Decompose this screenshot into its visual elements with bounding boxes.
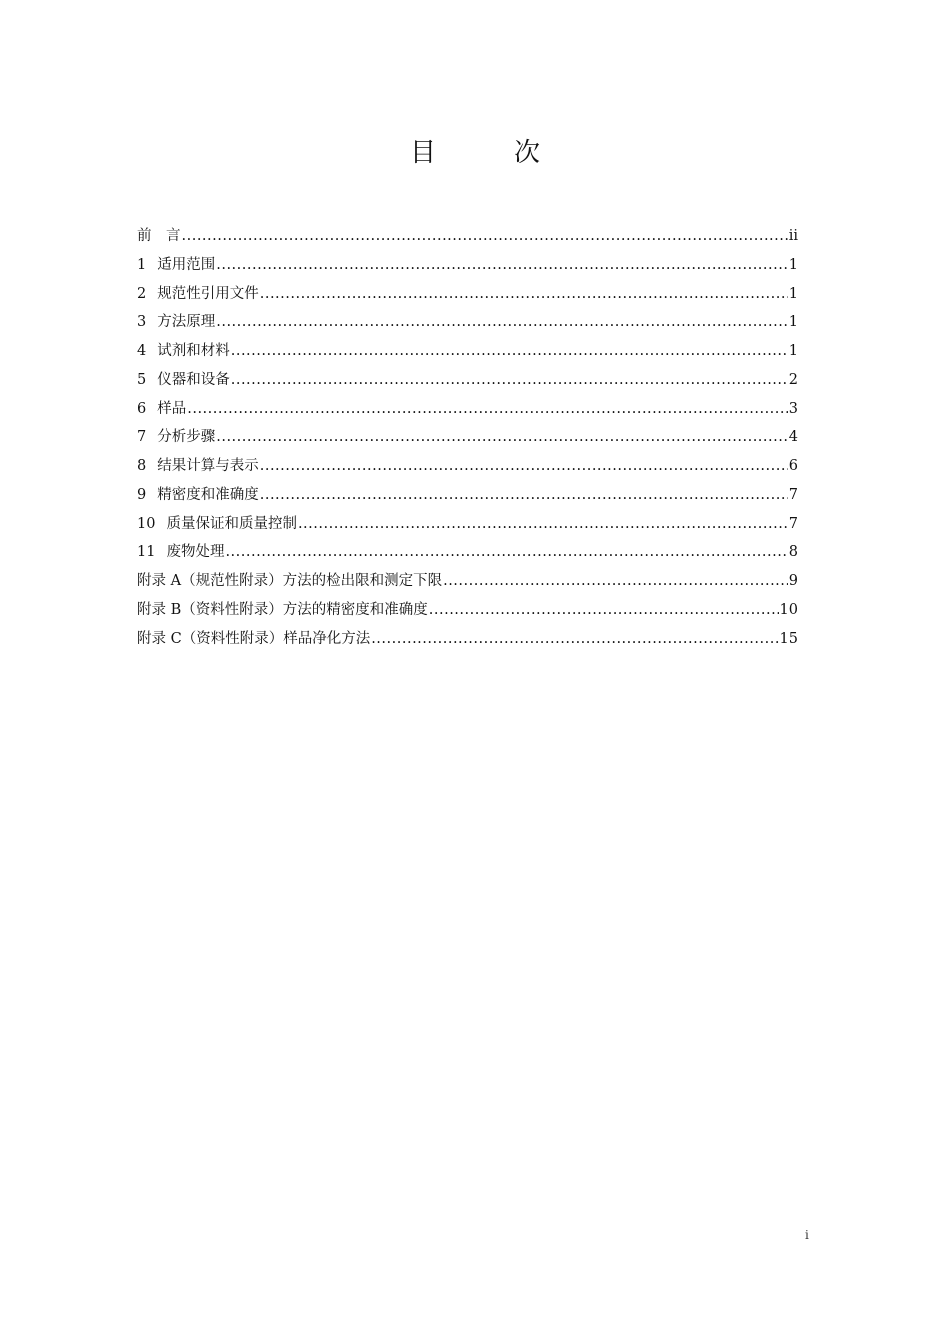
toc-leader-dots <box>260 452 788 481</box>
toc-entry-1[interactable] <box>137 251 798 280</box>
toc-entry-page: 10 <box>779 601 798 618</box>
toc-entry-label: 废物处理 <box>166 544 225 561</box>
toc-leader-dots <box>231 337 788 366</box>
toc-leader-dots <box>216 423 788 452</box>
toc-entry-2[interactable] <box>137 280 798 309</box>
toc-entry-page: 9 <box>788 573 798 589</box>
toc-entry-label: 前 言 <box>137 228 181 244</box>
toc-entry-4[interactable] <box>137 337 798 366</box>
toc-entry-6[interactable] <box>137 395 798 424</box>
toc-entry-page: 6 <box>788 458 798 474</box>
toc-entry-page: 7 <box>788 515 798 532</box>
toc-entry-page: 7 <box>788 486 798 503</box>
toc-entry-page: 1 <box>788 256 798 273</box>
page-number: i <box>805 1228 809 1242</box>
toc-leader-dots <box>231 366 788 395</box>
page-title: 目 次 <box>409 138 566 168</box>
toc-entry-3[interactable] <box>137 308 798 337</box>
toc-leader-dots <box>182 222 788 251</box>
toc-entry-label: 仪器和设备 <box>157 371 230 388</box>
toc-entry-label: 试剂和材料 <box>157 343 230 359</box>
toc-entry-foreword[interactable] <box>137 222 798 251</box>
toc-entry-label: 适用范围 <box>157 256 216 273</box>
toc-entry-label: 附录 A（规范性附录）方法的检出限和测定下限 <box>137 573 443 589</box>
toc-leader-dots <box>298 510 788 539</box>
toc-entry-page: 1 <box>788 314 798 331</box>
toc-leader-dots <box>187 395 788 424</box>
toc-entry-page: 3 <box>788 400 798 417</box>
toc-entry-label: 分析步骤 <box>157 429 216 446</box>
toc-entry-page: 15 <box>779 630 798 647</box>
toc-entry-page: ii <box>788 228 798 244</box>
toc-entry-label: 附录 C（资料性附录）样品净化方法 <box>137 630 371 647</box>
toc-entry-appendix-a[interactable] <box>137 567 798 596</box>
toc-entry-number: 8 <box>137 458 147 474</box>
toc-leader-dots <box>225 538 787 567</box>
toc-leader-dots <box>443 567 788 596</box>
toc-entry-label: 方法原理 <box>157 314 216 331</box>
toc-entry-9[interactable] <box>137 481 798 510</box>
toc-entry-number: 7 <box>137 429 147 446</box>
toc-entry-number: 1 <box>137 256 147 273</box>
toc-entry-page: 1 <box>788 343 798 359</box>
toc-leader-dots <box>216 308 788 337</box>
toc-entry-label: 质量保证和质量控制 <box>166 515 297 532</box>
table-of-contents <box>137 222 798 653</box>
toc-leader-dots <box>429 596 779 625</box>
toc-entry-page: 1 <box>788 285 798 302</box>
toc-entry-5[interactable] <box>137 366 798 395</box>
toc-entry-page: 8 <box>788 544 798 561</box>
toc-entry-7[interactable] <box>137 423 798 452</box>
toc-entry-page: 2 <box>788 371 798 388</box>
toc-entry-label: 结果计算与表示 <box>157 458 259 474</box>
toc-entry-number: 9 <box>137 486 147 503</box>
toc-entry-number: 3 <box>137 314 147 331</box>
toc-entry-number: 4 <box>137 343 147 359</box>
toc-entry-10[interactable] <box>137 510 798 539</box>
toc-entry-11[interactable] <box>137 538 798 567</box>
toc-entry-number: 10 <box>137 515 156 532</box>
toc-entry-number: 6 <box>137 400 147 417</box>
toc-entry-number: 11 <box>137 544 156 561</box>
toc-entry-label: 样品 <box>157 400 187 417</box>
toc-entry-number: 2 <box>137 285 147 302</box>
toc-leader-dots <box>216 251 788 280</box>
toc-leader-dots <box>260 280 788 309</box>
toc-entry-appendix-b[interactable] <box>137 596 798 625</box>
toc-entry-label: 附录 B（资料性附录）方法的精密度和准确度 <box>137 601 428 618</box>
toc-leader-dots <box>371 625 778 654</box>
toc-entry-appendix-c[interactable] <box>137 625 798 654</box>
toc-entry-label: 规范性引用文件 <box>157 285 259 302</box>
toc-entry-number: 5 <box>137 371 147 388</box>
toc-entry-page: 4 <box>788 429 798 446</box>
toc-leader-dots <box>260 481 788 510</box>
toc-entry-label: 精密度和准确度 <box>157 486 259 503</box>
toc-entry-8[interactable] <box>137 452 798 481</box>
